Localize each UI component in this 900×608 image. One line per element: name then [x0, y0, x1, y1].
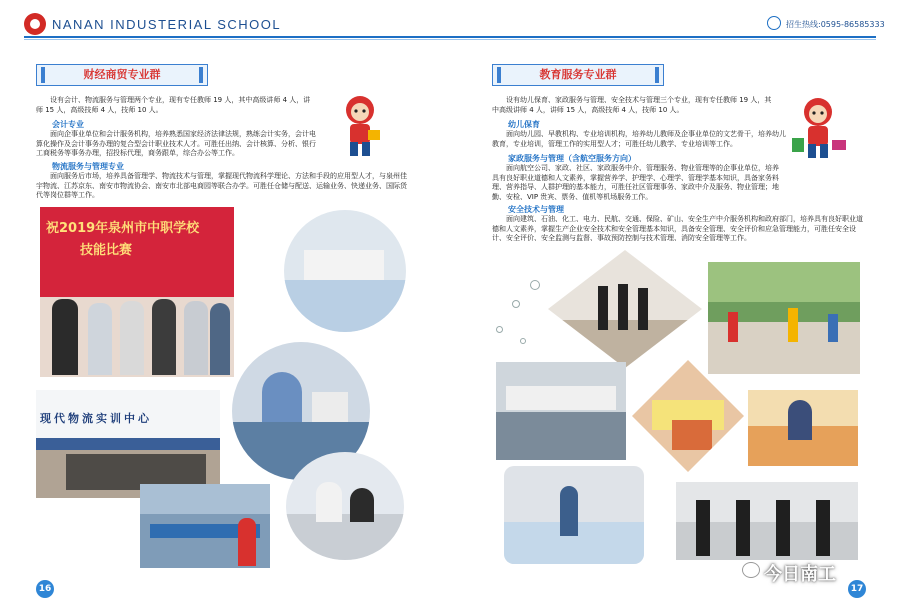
photo-handcraft — [748, 390, 858, 466]
school-name: NANAN INDUSTERIAL SCHOOL — [52, 17, 282, 32]
photo-training-room — [496, 362, 626, 460]
photo-competition-group — [40, 207, 234, 377]
decor-circle — [530, 280, 540, 290]
decor-circle — [512, 300, 520, 308]
mascot-right-illustration — [792, 94, 848, 162]
photo-warehouse — [140, 484, 270, 568]
photo-dance-diamond — [548, 250, 702, 368]
childcare-text: 面向幼儿园、早教机构、专业培训机构，培养幼儿教师及企事业单位的文艺骨干，培养幼儿教育，专业培训，管理工作的实用型人才；可胜任幼儿教学、专业培训等工作。 — [492, 130, 786, 148]
safety-text: 面向建筑、石油、化工、电力、民航、交通、保险、矿山、安全生产中介服务机构和政府部门，培养具有良好职业道德和人文素养，掌握生产企业安全技术和安全管理基本知识，具备安全管理、安全评价和应急管理能力，可胜任安全设计、安全评价、安全监测与监督、事故预防控制与技术管理、消防安全管理等工作。 — [492, 215, 863, 242]
photo-uniform-students — [676, 482, 858, 560]
accounting-heading: 会计专业 — [52, 120, 84, 129]
school-logo-icon — [24, 13, 46, 35]
accounting-text: 面向企事业单位和会计服务机构，培养熟悉国家经济法律法规，熟练会计实务，会计电算化操作及会计事务办理的复合型会计职业技术人才。可胜任出纳、会计核算、分析、银行工商税务等事务办理，招投标代理，商务跟单，综合办公等工作。 — [36, 130, 316, 157]
left-intro: 设有会计、物流服务与管理两个专业，现有专任教师 19 人，其中高级讲师 4 人，讲师 15 人，高级技师 4 人，技师 10 人。 — [36, 96, 311, 114]
safety-heading: 安全技术与管理 — [508, 205, 564, 214]
photo-classroom-round — [284, 210, 406, 332]
logistics-text: 面向服务后市场，培养具备管理学、物流技术与管理，掌握现代物流科学理论、方法和手段的应用型人才，与泉州佳宇物流、江苏京东、南安市物流协会、南安市北部电商园等联合办学。可胜任仓储与配送、运输业务、快递业务、国际货代等岗位群等工作。 — [36, 172, 407, 199]
photo-crafts-diamond — [632, 360, 744, 472]
mascot-illustration — [336, 92, 384, 160]
hotline: 招生热线:0595-86585333 — [786, 20, 885, 29]
page-number-right: 17 — [848, 580, 866, 598]
photo-outdoor-activity — [708, 262, 860, 374]
childcare-heading: 幼儿保育 — [508, 120, 540, 129]
photo-students-computers — [286, 452, 404, 560]
page-number-left: 16 — [36, 580, 54, 598]
phone-icon — [767, 16, 781, 30]
photo-kids-game — [504, 466, 644, 564]
housekeeping-text: 面向航空公司、家政、社区、家政服务中介、管理服务、物业管理等的企事业单位，培养具有良好职业道德和人文素养，掌握营养学、护理学、心理学、管理学基本知识，具备家务料理、营养指导、人群护理的基本能力，可胜任社区管理事务、家政中介及服务、物业管理；地勤、安检、VIP 贵宾、票务、值机等机场服务工作。 — [492, 164, 779, 201]
logistics-heading: 物流服务与管理专业 — [52, 162, 124, 171]
watermark: 今日南工 — [764, 564, 836, 585]
banner-text: 祝2019年泉州市中职学校 — [46, 221, 200, 236]
decor-circle — [520, 338, 526, 344]
decor-circle — [496, 326, 503, 333]
wechat-icon — [742, 562, 760, 578]
banner-text-2: 技能比赛 — [80, 243, 133, 258]
photo-logistics-center — [36, 390, 220, 498]
left-section-title: 财经商贸专业群 — [36, 64, 208, 86]
housekeeping-heading: 家政服务与管理（含航空服务方向） — [508, 154, 636, 163]
right-section-title: 教育服务专业群 — [492, 64, 664, 86]
logistics-sign: 现代物流实训中心 — [40, 412, 152, 425]
page-header — [0, 0, 900, 40]
header-rule — [24, 36, 876, 38]
right-intro: 设有幼儿保育、家政服务与管理、安全技术与管理三个专业，现有专任教师 19 人，其中高级讲师 4 人，讲师 15 人，高级技师 4 人，技师 10 人。 — [492, 96, 772, 114]
header-rule-thin — [24, 39, 876, 40]
